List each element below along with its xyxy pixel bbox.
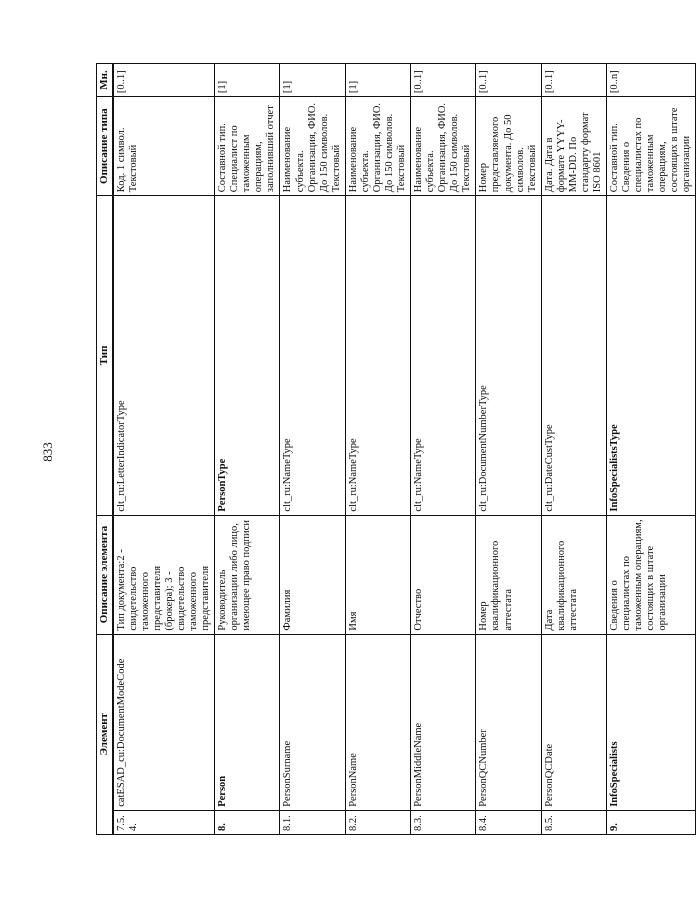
row-element: InfoSpecialists: [607, 634, 696, 810]
row-mn: [1]: [345, 64, 410, 97]
row-number: 8.: [215, 810, 280, 834]
row-description: Сведения о специалистах по таможенным операциям, состоящих в штате организации: [607, 515, 696, 634]
row-number: 8.3.: [411, 810, 476, 834]
row-type-description: Составной тип. Сведения о специалистах по таможенным операциям, состоящих в штате организации: [607, 97, 696, 196]
header-element: Элемент: [97, 634, 113, 834]
row-number: 8.1.: [280, 810, 345, 834]
table-row: [215, 64, 280, 835]
header-row: [97, 64, 113, 835]
row-type: clt_ru:NameType: [345, 196, 410, 515]
table-row: [345, 64, 410, 835]
header-type: Тип: [97, 196, 113, 515]
row-mn: [1]: [215, 64, 280, 97]
row-mn: [0..1]: [541, 64, 606, 97]
table-row: [113, 64, 215, 835]
row-mn: [1]: [280, 64, 345, 97]
row-type-description: Наименование субъекта. Организация, ФИО. До 150 символов. Текстовый: [411, 97, 476, 196]
row-type: InfoSpecialistsType: [607, 196, 696, 515]
table-row: [607, 64, 696, 835]
row-type-description: Составной тип. Специалист по таможенным операциям, заполнивший отчет: [215, 97, 280, 196]
row-type-description: Номер представляемого документа. До 50 символов. Текстовый: [476, 97, 541, 196]
row-number: 8.2.: [345, 810, 410, 834]
row-element: PersonName: [345, 634, 410, 810]
row-description: Руководитель организации либо лицо, имеющее право подписи: [215, 515, 280, 634]
table-row: [411, 64, 476, 835]
table-row: [476, 64, 541, 835]
row-description: Тип документа:2 - свидетельство таможенного представителя (брокера); 3 - свидетельство таможенного представителя: [113, 515, 215, 634]
row-description: Отчество: [411, 515, 476, 634]
header-element-description: Описание элемента: [97, 515, 113, 634]
row-mn: [0..1]: [476, 64, 541, 97]
row-element: PersonQCNumber: [476, 634, 541, 810]
row-number: 8.4.: [476, 810, 541, 834]
row-type: clt_ru:DateCustType: [541, 196, 606, 515]
page-number: 833: [39, 442, 55, 462]
row-description: Номер квалификационного аттестата: [476, 515, 541, 634]
element-table: [96, 63, 696, 835]
row-element: PersonMiddleName: [411, 634, 476, 810]
row-mn: [0..n]: [607, 64, 696, 97]
row-element: Person: [215, 634, 280, 810]
header-type-description: Описание типа: [97, 97, 113, 196]
row-type-description: Наименование субъекта. Организация, ФИО. До 150 символов. Текстовый: [280, 97, 345, 196]
row-mn: [0..1]: [411, 64, 476, 97]
row-mn: [0..1]: [113, 64, 215, 97]
row-number: 9.: [607, 810, 696, 834]
row-type: clt_ru:LetterIndicatorType: [113, 196, 215, 515]
header-mn: Мн.: [97, 64, 113, 97]
row-element: PersonSurname: [280, 634, 345, 810]
row-number: 8.5.: [541, 810, 606, 834]
row-description: Имя: [345, 515, 410, 634]
row-type: PersonType: [215, 196, 280, 515]
row-description: Дата квалификационного аттестата: [541, 515, 606, 634]
table-row: [541, 64, 606, 835]
row-number: 7.5.4.: [113, 810, 215, 834]
row-description: Фамилия: [280, 515, 345, 634]
row-element: PersonQCDate: [541, 634, 606, 810]
row-type-description: Код. 1 символ. Текстовый: [113, 97, 215, 196]
document-table-rotated: [96, 63, 693, 835]
row-type: clt_ru:NameType: [280, 196, 345, 515]
row-type-description: Дата. Дата в формате YYYY-MM-DD. По стандарту формат ISO 8601: [541, 97, 606, 196]
row-type: clt_ru:DocumentNumberType: [476, 196, 541, 515]
row-type: clt_ru:NameType: [411, 196, 476, 515]
row-type-description: Наименование субъекта. Организация, ФИО. До 150 символов. Текстовый: [345, 97, 410, 196]
row-element: catESAD_cu:DocumentModeCode: [113, 634, 215, 810]
table-row: [280, 64, 345, 835]
